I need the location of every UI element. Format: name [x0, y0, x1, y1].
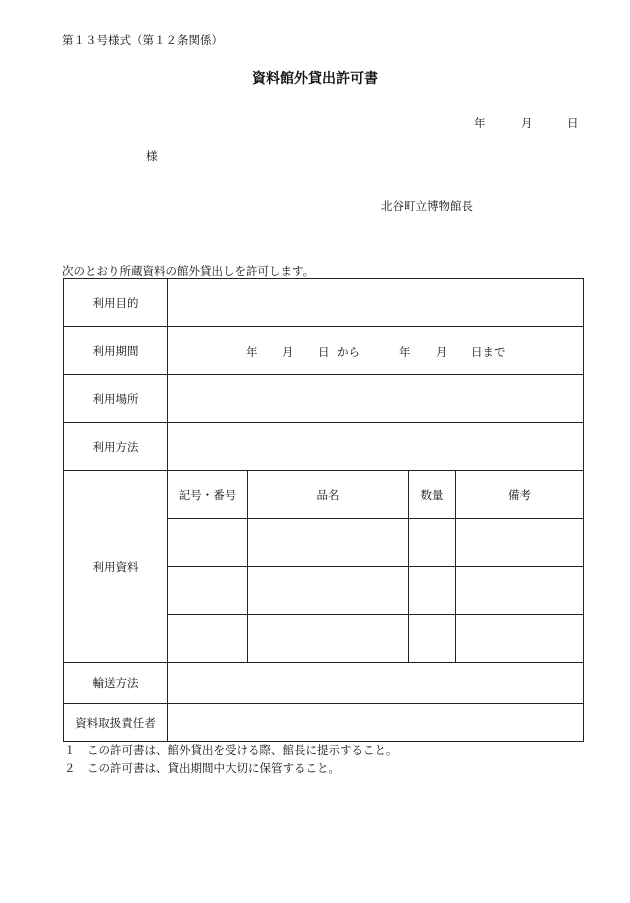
place-value-cell[interactable]: [168, 375, 584, 423]
materials-name-cell[interactable]: [248, 615, 409, 663]
purpose-label: 利用目的: [64, 279, 168, 327]
period-row: [64, 327, 584, 375]
note-item: １ この許可書は、館外貸出を受ける際、館長に提示すること。: [64, 743, 398, 757]
materials-quantity-cell[interactable]: [409, 615, 456, 663]
handler-label: 資料取扱責任者: [64, 704, 168, 742]
method-row: [64, 423, 584, 471]
period-year-until: 年: [399, 345, 411, 359]
materials-col-code: 記号・番号: [168, 471, 248, 519]
materials-name-cell[interactable]: [248, 519, 409, 567]
addressee-suffix: 様: [146, 149, 158, 163]
period-value-cell[interactable]: [168, 327, 584, 375]
period-month-until: 月: [436, 345, 448, 359]
method-value-cell[interactable]: [168, 423, 584, 471]
period-until-text: 日まで: [471, 345, 506, 359]
handler-value-cell[interactable]: [168, 704, 584, 742]
note-item: ２ この許可書は、貸出期間中大切に保管すること。: [64, 761, 340, 775]
period-month-from: 月: [282, 345, 294, 359]
transport-label: 輸送方法: [64, 663, 168, 704]
date-day-label: 日: [567, 116, 579, 130]
materials-col-name: 品名: [248, 471, 409, 519]
materials-label: 利用資料: [64, 471, 168, 663]
transport-row: [64, 663, 584, 704]
materials-name-cell[interactable]: [248, 567, 409, 615]
period-from-text: から: [337, 345, 360, 359]
document-title: 資料館外貸出許可書: [252, 71, 378, 87]
materials-code-cell[interactable]: [168, 567, 248, 615]
period-year-from: 年: [246, 345, 258, 359]
period-day-from: 日: [318, 345, 330, 359]
date-month-label: 月: [521, 116, 533, 130]
purpose-row: [64, 279, 584, 327]
date-year-label: 年: [474, 116, 486, 130]
period-label: 利用期間: [64, 327, 168, 375]
materials-code-cell[interactable]: [168, 615, 248, 663]
place-label: 利用場所: [64, 375, 168, 423]
materials-code-cell[interactable]: [168, 519, 248, 567]
materials-header-row: [64, 471, 584, 519]
issuer-name: 北谷町立博物館長: [381, 199, 473, 213]
intro-text: 次のとおり所蔵資料の館外貸出しを許可します。: [62, 264, 315, 278]
materials-remarks-cell[interactable]: [456, 615, 584, 663]
materials-remarks-cell[interactable]: [456, 567, 584, 615]
handler-row: [64, 704, 584, 742]
form-number: 第１３号様式（第１２条関係）: [62, 33, 223, 47]
materials-remarks-cell[interactable]: [456, 519, 584, 567]
materials-quantity-cell[interactable]: [409, 567, 456, 615]
materials-col-remarks: 備考: [456, 471, 584, 519]
materials-col-quantity: 数量: [409, 471, 456, 519]
transport-value-cell[interactable]: [168, 663, 584, 704]
method-label: 利用方法: [64, 423, 168, 471]
materials-quantity-cell[interactable]: [409, 519, 456, 567]
purpose-value-cell[interactable]: [168, 279, 584, 327]
permit-table: [63, 278, 584, 742]
place-row: [64, 375, 584, 423]
